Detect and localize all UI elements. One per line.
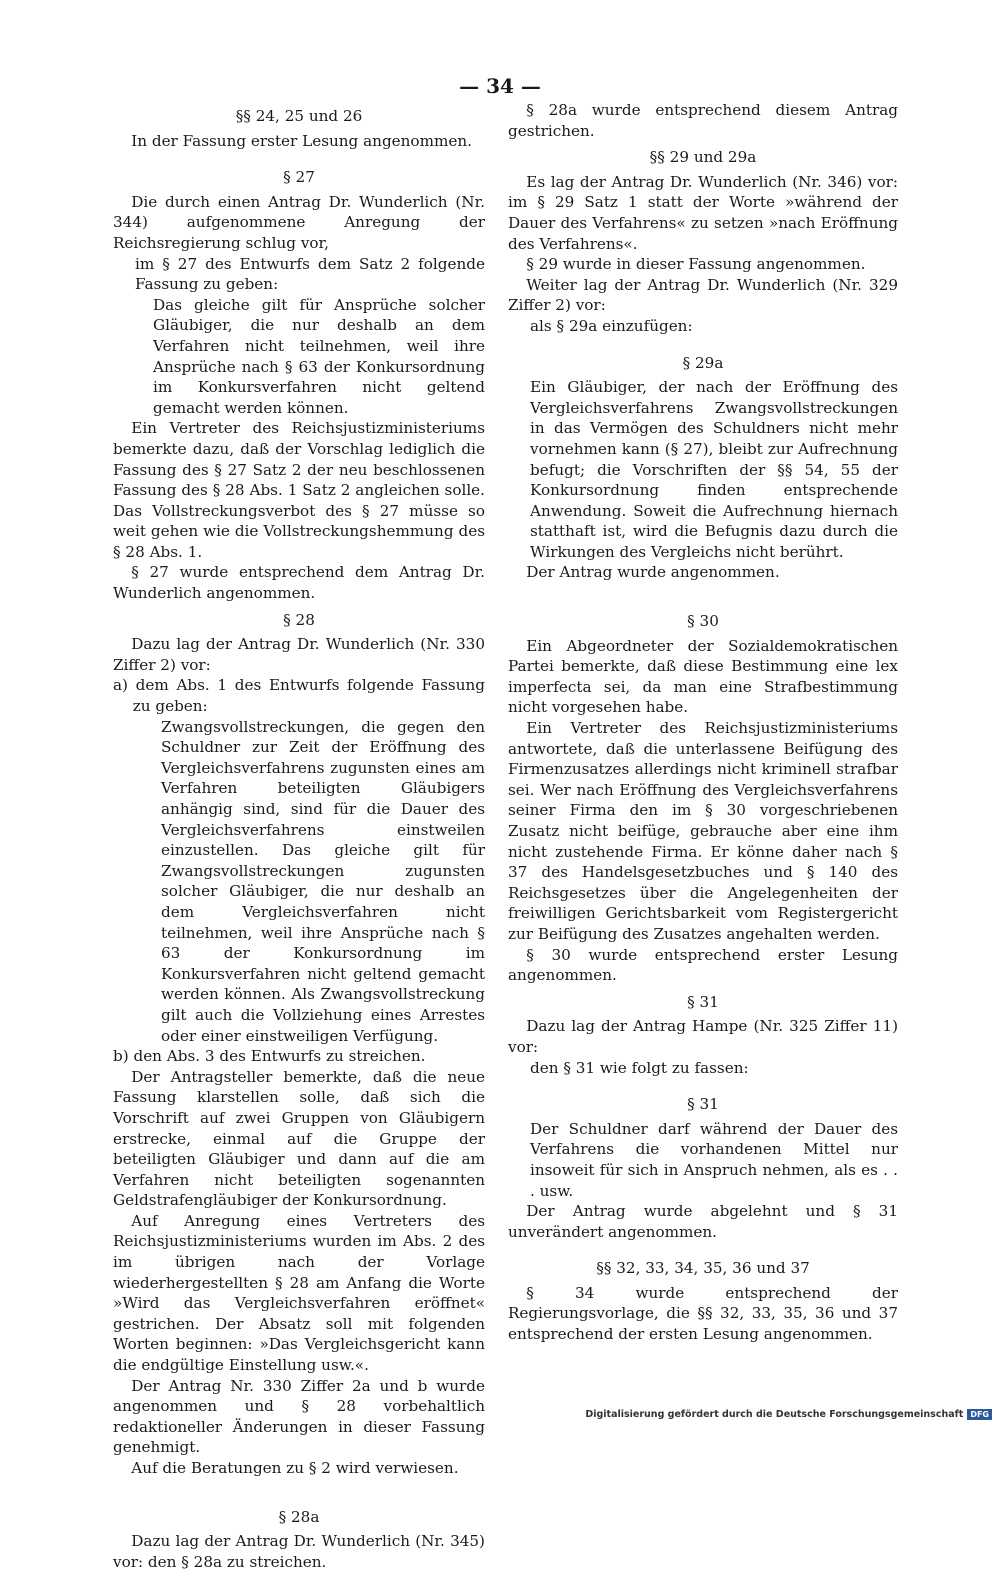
footer-text: Digitalisierung gefördert durch die Deutsche Forschungsgemeinschaft: [585, 1409, 964, 1420]
section-heading: § 28a: [278, 1507, 320, 1526]
section-heading: § 28: [283, 610, 315, 629]
section-heading: § 31: [687, 992, 719, 1011]
section-heading: §§ 24, 25 und 26: [235, 107, 363, 125]
paragraph: als § 29a einzufügen:: [530, 316, 693, 335]
section-heading: §§ 29 und 29a: [649, 148, 757, 167]
right-column: [508, 100, 898, 1345]
paragraph: Der Antragsteller bemerkte, daß die neue Fassung klarstellen solle, daß sich die Vorschrift auf zwei Gruppen von Gläubigern erstrecke, einmal auf die Gruppe der beteiligten Gläubiger und dann auf die am Verfahren nicht beteiligten sogenannten Geldstrafengläubiger der Konkursordnung.: [113, 1067, 485, 1210]
paragraph: § 34 wurde entsprechend der Regierungsvorlage, die §§ 32, 33, 35, 36 und 37 entsprechend der ersten Lesung angenommen.: [508, 1283, 898, 1344]
paragraph: Auf Anregung eines Vertreters des Reichsjustizministeriums wurden im Abs. 2 des im übrigen nach der Vorlage wiederhergestellten § 28 am Anfang die Worte »Wird das Vergleichsverfahren eröffnet« gestrichen. Der Absatz soll mit folgenden Worten beginnen: »Das Vergleichsgericht kann die endgültige Einstellung usw.«.: [113, 1211, 485, 1375]
paragraph: den § 31 wie folgt zu fassen:: [530, 1058, 749, 1077]
paragraph: § 30 wurde entsprechend erster Lesung angenommen.: [508, 945, 898, 985]
quoted-text: Das gleiche gilt für Ansprüche solcher Gläubiger, die nur deshalb an dem Verfahren nicht teilnehmen, weil ihre Ansprüche nach § 63 der Konkursordnung im Konkursverfahren nicht geltend gemacht werden können.: [153, 295, 485, 417]
dfg-logo: DFG: [967, 1409, 992, 1420]
footer: [585, 1409, 992, 1420]
quoted-text: Ein Gläubiger, der nach der Eröffnung des Vergleichsverfahrens Zwangsvollstreckungen in das Vermögen des Schuldners nicht mehr vornehmen kann (§ 27), bleibt zur Aufrechnung befugt; die Vorschriften der §§ 54, 55 der Konkursordnung finden entsprechende Anwendung. Soweit die Aufrechnung hiernach statthaft ist, wird die Befugnis dazu durch die Wirkungen des Vergleichs nicht berührt.: [530, 378, 898, 561]
section-heading: § 27: [283, 168, 315, 187]
paragraph: Ein Vertreter des Reichsjustizministeriums bemerkte dazu, daß der Vorschlag lediglich die Fassung des § 27 Satz 2 der neu beschlossenen Fassung des § 28 Abs. 1 Satz 2 angleichen solle. Das Vollstreckungsverbot des § 27 müsse so weit gehen wie die Vollstreckungshemmung des § 28 Abs. 1.: [113, 419, 485, 561]
list-item: a) dem Abs. 1 des Entwurfs folgende Fassung zu geben:: [113, 676, 485, 716]
paragraph: Dazu lag der Antrag Hampe (Nr. 325 Ziffer 11) vor:: [508, 1017, 898, 1056]
paragraph: Dazu lag der Antrag Dr. Wunderlich (Nr. 345) vor: den § 28a zu streichen.: [113, 1532, 485, 1571]
paragraph: Ein Abgeordneter der Sozialdemokratischen Partei bemerkte, daß diese Bestimmung eine lex imperfecta sei, da man eine Strafbestimmung nicht vorgesehen habe.: [508, 636, 898, 717]
section-heading: §§ 32, 33, 34, 35, 36 und 37: [596, 1259, 810, 1278]
paragraph: § 27 wurde entsprechend dem Antrag Dr. Wunderlich angenommen.: [113, 563, 485, 603]
paragraph: Es lag der Antrag Dr. Wunderlich (Nr. 346) vor: im § 29 Satz 1 statt der Worte »während der Dauer des Verfahrens« zu setzen »nach Eröffnung des Verfahrens«.: [508, 172, 898, 253]
section-heading: § 31: [687, 1095, 719, 1114]
paragraph: Weiter lag der Antrag Dr. Wunderlich (Nr. 329 Ziffer 2) vor:: [508, 275, 898, 315]
paragraph: Auf die Beratungen zu § 2 wird verwiesen.: [131, 1459, 459, 1477]
paragraph: § 29 wurde in dieser Fassung angenommen.: [526, 255, 866, 274]
paragraph: Der Antrag wurde abgelehnt und § 31 unverändert angenommen.: [508, 1202, 898, 1241]
section-heading: § 30: [687, 612, 719, 631]
list-item: b) den Abs. 3 des Entwurfs zu streichen.: [113, 1047, 426, 1066]
paragraph: im § 27 des Entwurfs dem Satz 2 folgende Fassung zu geben:: [135, 254, 485, 294]
paragraph: § 28a wurde entsprechend diesem Antrag gestrichen.: [508, 101, 898, 140]
left-column: [113, 100, 485, 1572]
paragraph: Ein Vertreter des Reichsjustizministeriums antwortete, daß die unterlassene Beifügung des Firmenzusatzes allerdings nicht kriminell strafbar sei. Wer nach Eröffnung des Vergleichsverfahrens seiner Firma den im § 30 vorgeschriebenen Zusatz nicht beifüge, gebrauche aber eine ihm nicht zustehende Firma. Er könne daher nach § 37 des Handelsgesetzbuches und § 140 des Reichsgesetzes über die Angelegenheiten der freiwilligen Gerichtsbarkeit vom Registergericht zur Beifügung des Zusatzes angehalten werden.: [508, 719, 898, 943]
paragraph: In der Fassung erster Lesung angenommen.: [131, 131, 472, 150]
quoted-text: Zwangsvollstreckungen, die gegen den Schuldner zur Zeit der Eröffnung des Vergleichsverfahrens zugunsten eines am Verfahren beteiligten Gläubigers anhängig sind, sind für die Dauer des Vergleichsverfahrens einstweilen einzustellen. Das gleiche gilt für Zwangsvollstreckungen zugunsten solcher Gläubiger, die nur deshalb an dem Vergleichsverfahren nicht teilnehmen, weil ihre Ansprüche nach § 63 der Konkursordnung im Konkursverfahren nicht geltend gemacht werden können. Als Zwangsvollstreckung gilt auch die Vollziehung eines Arrestes oder einer einstweiligen Verfügung.: [161, 717, 485, 1045]
paragraph: Die durch einen Antrag Dr. Wunderlich (Nr. 344) aufgenommene Anregung der Reichsregierung schlug vor,: [113, 192, 485, 252]
page-number: — 34 —: [459, 74, 541, 98]
paragraph: Der Antrag wurde angenommen.: [526, 563, 780, 582]
quoted-text: Der Schuldner darf während der Dauer des Verfahrens die vorhandenen Mittel nur insoweit für sich in Anspruch nehmen, als es . . . usw.: [530, 1119, 898, 1200]
paragraph: Dazu lag der Antrag Dr. Wunderlich (Nr. 330 Ziffer 2) vor:: [113, 635, 485, 674]
section-heading: § 29a: [682, 353, 724, 372]
paragraph: Der Antrag Nr. 330 Ziffer 2a und b wurde angenommen und § 28 vorbehaltlich redaktioneller Änderungen in dieser Fassung genehmigt.: [113, 1376, 485, 1457]
